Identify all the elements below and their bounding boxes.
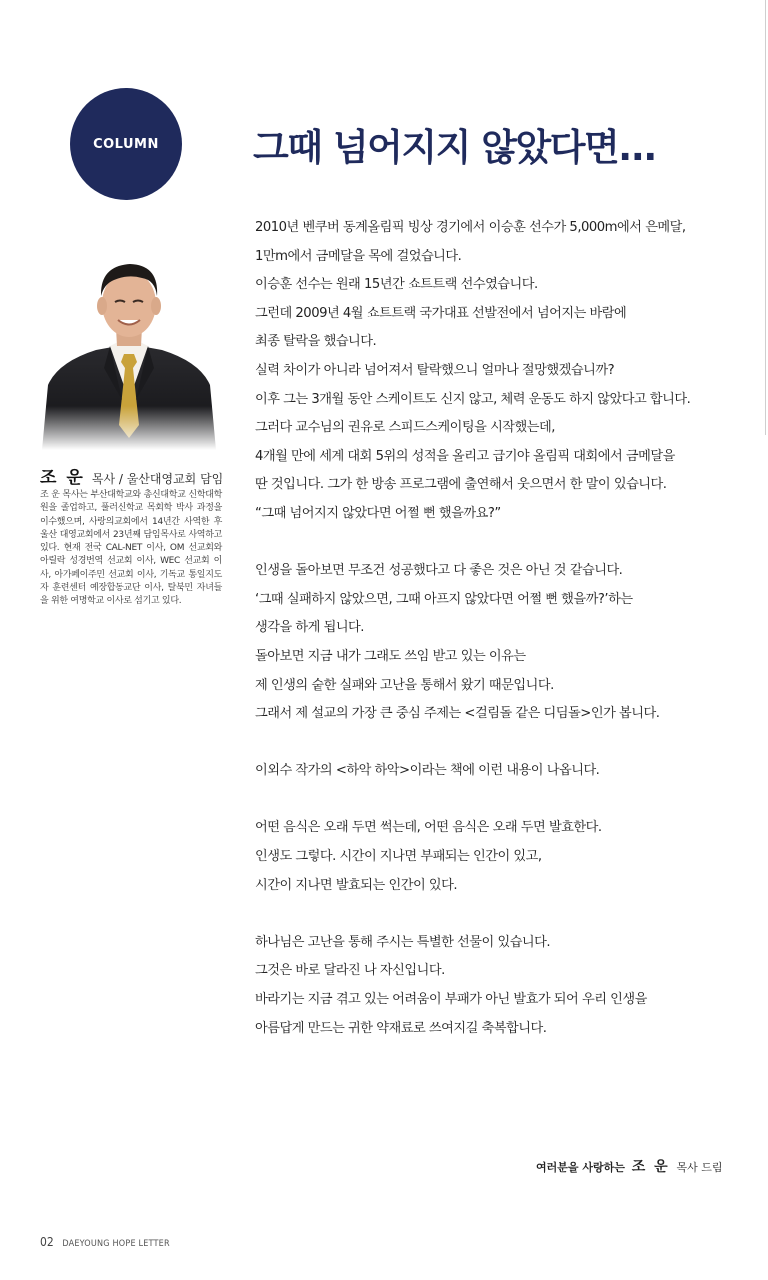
author-heading: [40, 463, 230, 488]
body-line: 이외수 작가의 <하악 하악>이라는 책에 이런 내용이 나옵니다.: [255, 763, 600, 779]
body-line: 어떤 음식은 오래 두면 썩는데, 어떤 음식은 오래 두면 발효한다.: [255, 820, 602, 836]
body-line: 1만m에서 금메달을 목에 걸었습니다.: [255, 248, 462, 264]
body-line: 그래서 제 설교의 가장 큰 중심 주제는 <걸림돌 같은 디딤돌>인가 봅니다.: [255, 706, 660, 722]
signature-prefix: 여러분을 사랑하는: [536, 1161, 625, 1174]
body-line: 4개월 만에 세계 대회 5위의 성적을 올리고 급기야 올림픽 대회에서 금메달을: [255, 448, 675, 464]
article-title: 그때 넘어지지 않았다면...: [253, 126, 656, 169]
paragraph-4: [255, 814, 720, 900]
body-line: 그러다 교수님의 권유로 스피드스케이팅을 시작했는데,: [255, 420, 555, 436]
body-line: 그런데 2009년 4월 쇼트트랙 국가대표 선발전에서 넘어지는 바람에: [255, 305, 627, 321]
article-body: [255, 214, 720, 1072]
signature: [536, 1156, 722, 1176]
paragraph-5: [255, 929, 720, 1043]
author-portrait: [38, 250, 220, 450]
body-line: 딴 것입니다. 그가 한 방송 프로그램에 출연해서 웃으면서 한 말이 있습니다.: [255, 477, 667, 493]
magazine-name: DAEYOUNG HOPE LETTER: [62, 1239, 170, 1249]
body-line: ‘그때 실패하지 않았으면, 그때 아프지 않았다면 어쩔 뻔 했을까?’하는: [255, 591, 633, 607]
body-line: 그것은 바로 달라진 나 자신입니다.: [255, 963, 445, 979]
body-line: 인생도 그렇다. 시간이 지나면 부패되는 인간이 있고,: [255, 849, 542, 865]
body-line: 시간이 지나면 발효되는 인간이 있다.: [255, 877, 458, 893]
column-badge: [70, 88, 182, 200]
body-line: 하나님은 고난을 통해 주시는 특별한 선물이 있습니다.: [255, 934, 551, 950]
body-line: 인생을 돌아보면 무조건 성공했다고 다 좋은 것은 아닌 것 같습니다.: [255, 563, 623, 579]
page-footer: [40, 1231, 170, 1250]
body-line: 아름답게 만드는 귀한 약재료로 쓰여지길 축복합니다.: [255, 1020, 547, 1036]
body-line: 돌아보면 지금 내가 그래도 쓰임 받고 있는 이유는: [255, 648, 526, 664]
body-line: 2010년 벤쿠버 동계올림픽 빙상 경기에서 이승훈 선수가 5,000m에서 은메달,: [255, 220, 686, 235]
body-line: 바라기는 지금 겪고 있는 어려움이 부패가 아닌 발효가 되어 우리 인생을: [255, 992, 647, 1008]
paragraph-1: [255, 214, 720, 529]
page-edge-rule: [765, 0, 766, 435]
paragraph-2: [255, 557, 720, 729]
author-bio: 조 운 목사는 부산대학교와 총신대학교 신학대학원을 졸업하고, 풀러신학교 목회학 박사 과정을 이수했으며, 사랑의교회에서 14년간 사역한 후 울산 대영교회에서 23년째 담임목사로 사역하고 있다. 현재 전국 CAL-NET 이사, OM 선교회와 아릴락 성경번역 선교회 이사, WEC 선교회 이사, 아가페이주민 선교회 이사, 기독교 통일지도자 훈련센터 예장합동교단 이사, 탈북민 자녀들을 위한 여명학교 이사로 섬기고 있다.: [40, 490, 222, 607]
author-role: 목사 / 울산대영교회 담임: [91, 472, 224, 486]
page-number: 02: [40, 1235, 54, 1249]
author-name: 조 운: [40, 468, 85, 488]
body-line: 최종 탈락을 했습니다.: [255, 334, 377, 350]
body-line: 이승훈 선수는 원래 15년간 쇼트트랙 선수였습니다.: [255, 277, 538, 293]
signature-name: 조 운: [631, 1159, 670, 1175]
body-line: “그때 넘어지지 않았다면 어쩔 뻔 했을까요?”: [255, 505, 501, 521]
body-line: 생각을 하게 됩니다.: [255, 620, 364, 636]
body-line: 이후 그는 3개월 동안 스케이트도 신지 않고, 체력 운동도 하지 않았다고 합니다.: [255, 391, 691, 407]
body-line: 실력 차이가 아니라 넘어져서 탈락했으니 얼마나 절망했겠습니까?: [255, 362, 615, 378]
signature-title: 목사 드림: [676, 1161, 723, 1174]
column-badge-label: COLUMN: [93, 136, 159, 152]
paragraph-3: [255, 757, 720, 786]
body-line: 제 인생의 숱한 실패와 고난을 통해서 왔기 때문입니다.: [255, 677, 554, 693]
